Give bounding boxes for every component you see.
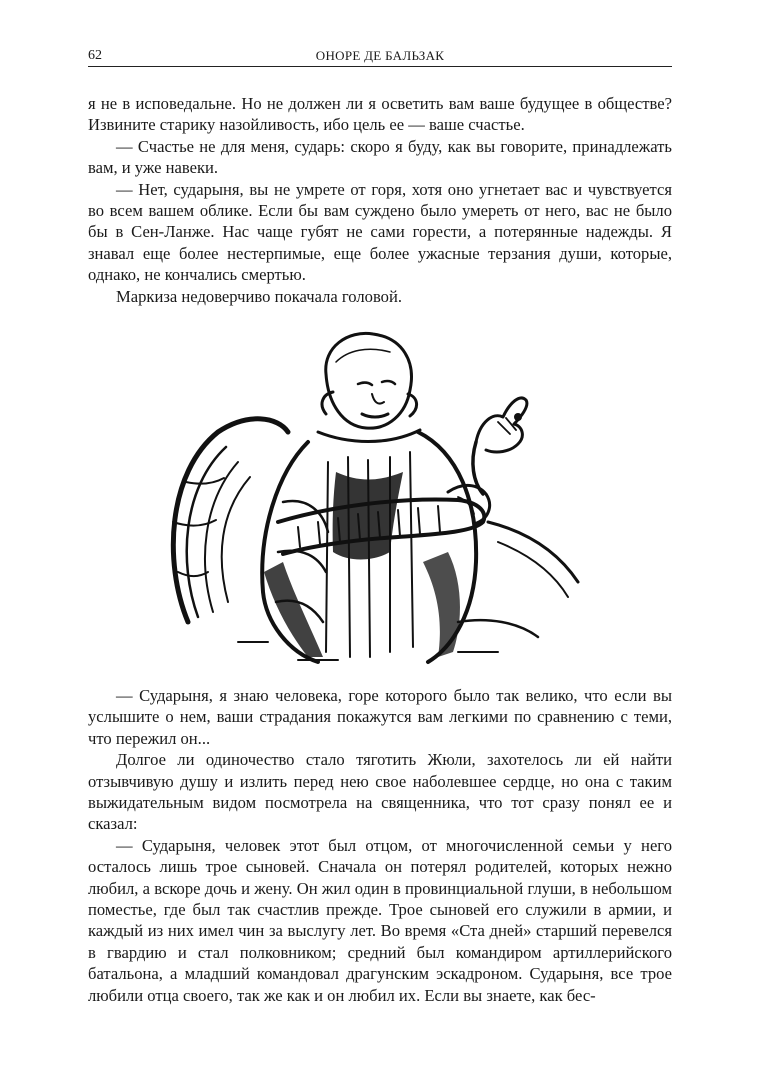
- paragraph: я не в исповедальне. Но не должен ли я осветить вам ваше будущее в обществе? Извините старику назойливость, ибо цель ее — ваше счастье.: [88, 94, 672, 135]
- paragraph: — Нет, сударыня, вы не умрете от горя, хотя оно угнетает вас и чувствуется во всем вашем облике. Если бы вам суждено было умереть от него, вас не было бы в Сен-Ланже. Нас чаще губят не сами горести, а потерянные надежды. Я знавал еще более нестерпимые, еще более ужасные терзания души, которые, однако, не кончались смертью.: [88, 179, 672, 285]
- text-block-top: [88, 93, 672, 307]
- paragraph: Долгое ли одиночество стало тяготить Жюли, захотелось ли ей найти отзывчивую душу и излить перед нею свое наболевшее сердце, но она с таким выжидательным видом посмотрела на священника, что тот сразу понял ее и сказал:: [88, 750, 672, 834]
- page-number: 62: [88, 48, 102, 63]
- paragraph: — Сударыня, я знаю человека, горе которого было так велико, что если вы услышите о нем, ваши страдания покажутся вам легкими по сравнению с теми, что пережил он...: [88, 686, 672, 748]
- paragraph: — Сударыня, человек этот был отцом, от многочисленной семьи у него осталось лишь трое сыновей. Сначала он потерял родителей, которых нежно любил, а вскоре дочь и жену. Он жил один в провинциальной глуши, в небольшом поместье, где был так счастлив прежде. Трое сыновей его служили в армии, и каждый из них имел чин за выслугу лет. Во время «Ста дней» старший перевелся в гвардию и стал полковником; средний был командиром артиллерийского батальона, а младший командовал драгунским эскадроном. Сударыня, все трое любили отца своего, так же как и он любил их. Если вы знаете, как бес-: [88, 835, 672, 1005]
- text-block-bottom: [88, 685, 672, 1006]
- paragraph: — Счастье не для меня, сударь: скоро я буду, как вы говорите, принадлежать вам, и уже навеки.: [88, 136, 672, 178]
- pen-ink-sketch-of-old-priest-gesturing-icon: [158, 322, 608, 667]
- page-header: [88, 44, 672, 67]
- paragraph: Маркиза недоверчиво покачала головой.: [116, 286, 403, 306]
- illustration: [158, 322, 608, 667]
- running-title: ОНОРЕ ДЕ БАЛЬЗАК: [315, 48, 445, 63]
